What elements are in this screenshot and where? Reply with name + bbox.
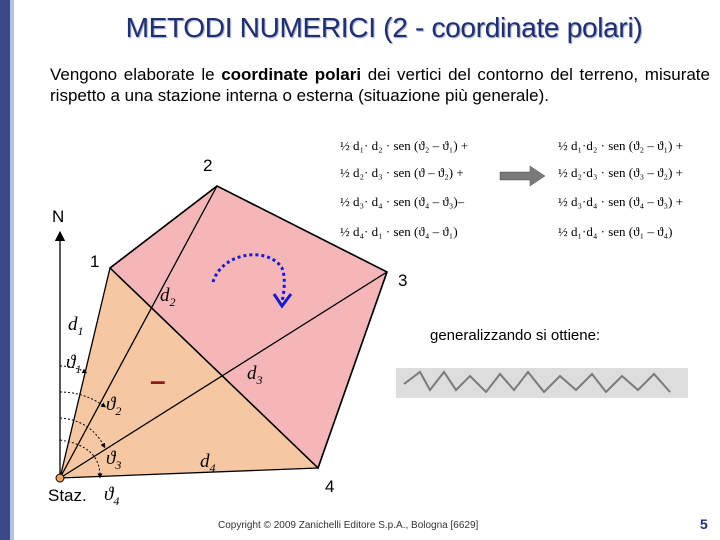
intro-text-after: dei vertici del contorno del terreno, misurate rispetto a una stazione interna o esterna (situazione più generale). [50, 65, 710, 105]
station-point [56, 474, 64, 482]
copyright-footer: Copyright © 2009 Zanichelli Editore S.p.A., Bologna [6629] [218, 520, 479, 531]
formula-left-2: ½ d₂· d₃ · sen (ϑ – ϑ₂) + [340, 165, 464, 180]
north-label: N [52, 207, 65, 226]
station-label: Staz. [48, 486, 87, 505]
angle-label-2: $ϑ_2$ [106, 394, 122, 418]
distance-label-3: $d_3$ [247, 363, 263, 387]
formula-right-1: ½ d₁·d₂ · sen (ϑ₂ – ϑ₁) + [558, 138, 683, 153]
formula-arrow [500, 166, 545, 186]
formula-left-1: ½ d₁· d₂ · sen (ϑ₂ – ϑ₁) + [340, 138, 469, 153]
distance-label-4: $d_4$ [200, 451, 216, 475]
general-formula-blur [396, 368, 688, 398]
intro-text-before: Vengono elaborate le [50, 65, 222, 84]
page-number: 5 [700, 516, 708, 532]
angle-label-3: $ϑ_3$ [106, 448, 122, 472]
formula-left-3: ½ d₃· d₄ · sen (ϑ₄ – ϑ₃)– [340, 194, 465, 209]
formula-left-4: ½ d₄· d₁ · sen (ϑ₄ – ϑ₁) [340, 224, 458, 239]
slide-title: METODI NUMERICI (2 - coordinate polari) [125, 12, 643, 43]
vertex-label-4: 4 [325, 477, 335, 496]
distance-label-2: $d_2$ [160, 285, 176, 309]
vertex-label-3: 3 [398, 271, 408, 290]
angle-label-4: $ϑ_4$ [104, 484, 120, 508]
angle-label-1: $ϑ_1$ [66, 352, 82, 376]
generalization-note: generalizzando si ottiene: [430, 327, 601, 344]
vertex-label-1: 1 [90, 252, 100, 271]
formula-right-3: ½ d₃·d₄ · sen (ϑ₄ – ϑ₃) + [558, 194, 683, 209]
minus-sign: – [150, 365, 166, 396]
intro-text-bold: coordinate polari [221, 65, 362, 84]
distance-label-1: $d_1$ [68, 314, 84, 338]
formula-right-2: ½ d₂·d₃ · sen (ϑ₃ – ϑ₂) + [558, 165, 683, 180]
formula-right-4: ½ d₁·d₄ · sen (ϑ₁ – ϑ₄) [558, 224, 673, 239]
vertex-label-2: 2 [203, 156, 213, 175]
